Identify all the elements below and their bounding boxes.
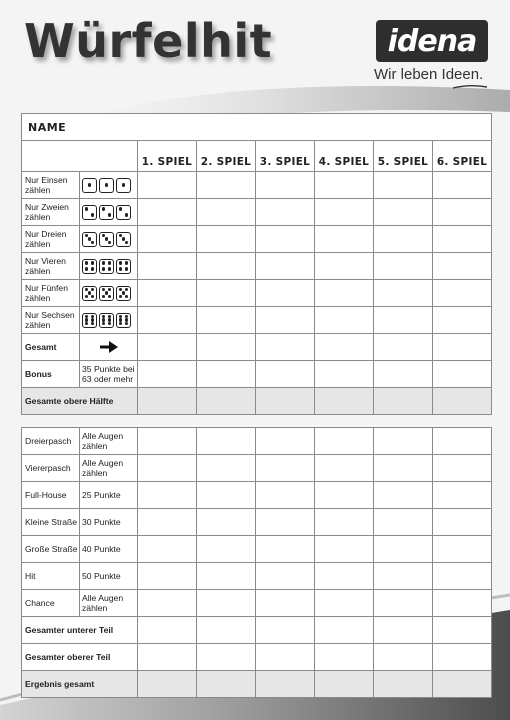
- die-face-4-icon: [99, 259, 114, 274]
- game-column-header: 1. SPIEL: [138, 141, 197, 172]
- score-cell[interactable]: [433, 334, 492, 361]
- score-cell[interactable]: [256, 482, 315, 509]
- score-cell[interactable]: [374, 455, 433, 482]
- bonus-description: 35 Punkte bei 63 oder mehr: [80, 361, 138, 388]
- category-description: Alle Augen zählen: [80, 590, 138, 617]
- die-pip: [108, 295, 111, 298]
- die-pip: [125, 241, 128, 244]
- score-cell[interactable]: [374, 482, 433, 509]
- score-cell[interactable]: [138, 361, 197, 388]
- die-pip: [108, 241, 111, 244]
- dice-group: [80, 286, 137, 301]
- score-cell[interactable]: [197, 644, 256, 671]
- die-pip: [88, 237, 91, 240]
- score-cell[interactable]: [197, 172, 256, 199]
- arrow-right-icon: [99, 340, 119, 354]
- category-description: 25 Punkte: [80, 482, 138, 509]
- score-row: [22, 172, 492, 199]
- score-cell[interactable]: [197, 617, 256, 644]
- category-description: 30 Punkte: [80, 509, 138, 536]
- die-face-6-icon: [82, 313, 97, 328]
- category-description: Alle Augen zählen: [80, 455, 138, 482]
- die-face-5-icon: [116, 286, 131, 301]
- score-cell[interactable]: [256, 280, 315, 307]
- score-cell[interactable]: [315, 280, 374, 307]
- game-column-header: 6. SPIEL: [433, 141, 492, 172]
- score-cell[interactable]: [374, 617, 433, 644]
- score-cell[interactable]: [138, 590, 197, 617]
- dice-cell: [80, 172, 138, 199]
- die-face-1-icon: [99, 178, 114, 193]
- score-cell[interactable]: [138, 172, 197, 199]
- score-cell[interactable]: [433, 482, 492, 509]
- score-cell[interactable]: [315, 509, 374, 536]
- score-cell[interactable]: [256, 307, 315, 334]
- score-cell[interactable]: [138, 199, 197, 226]
- game-column-header: 4. SPIEL: [315, 141, 374, 172]
- score-row: [22, 509, 492, 536]
- game-column-header: 3. SPIEL: [256, 141, 315, 172]
- score-cell[interactable]: [138, 226, 197, 253]
- die-pip: [91, 261, 94, 264]
- score-cell[interactable]: [138, 334, 197, 361]
- dice-group: [80, 232, 137, 247]
- die-pip: [105, 183, 108, 186]
- category-label: Nur Sechsen zählen: [22, 307, 80, 334]
- summary-row: [22, 617, 492, 644]
- die-face-2-icon: [116, 205, 131, 220]
- score-cell[interactable]: [256, 253, 315, 280]
- score-cell[interactable]: [433, 199, 492, 226]
- score-cell[interactable]: [256, 226, 315, 253]
- die-face-2-icon: [82, 205, 97, 220]
- die-pip: [119, 261, 122, 264]
- score-cell[interactable]: [197, 361, 256, 388]
- category-label: Full-House: [22, 482, 80, 509]
- die-face-5-icon: [82, 286, 97, 301]
- die-pip: [125, 267, 128, 270]
- score-cell[interactable]: [197, 388, 256, 415]
- die-pip: [91, 322, 94, 325]
- score-cell[interactable]: [433, 644, 492, 671]
- score-row: [22, 307, 492, 334]
- score-row: [22, 199, 492, 226]
- die-pip: [122, 291, 125, 294]
- score-row: [22, 455, 492, 482]
- die-pip: [119, 295, 122, 298]
- die-face-2-icon: [99, 205, 114, 220]
- score-cell[interactable]: [138, 644, 197, 671]
- category-label: Viererpasch: [22, 455, 80, 482]
- score-cell[interactable]: [315, 428, 374, 455]
- die-pip: [85, 261, 88, 264]
- score-cell[interactable]: [315, 482, 374, 509]
- die-pip: [125, 322, 128, 325]
- score-cell[interactable]: [315, 253, 374, 280]
- die-pip: [102, 267, 105, 270]
- die-pip: [88, 183, 91, 186]
- die-pip: [102, 261, 105, 264]
- die-face-6-icon: [116, 313, 131, 328]
- score-cell[interactable]: [315, 617, 374, 644]
- dice-cell: [80, 280, 138, 307]
- die-pip: [85, 207, 88, 210]
- score-cell[interactable]: [374, 644, 433, 671]
- game-column-header: 2. SPIEL: [197, 141, 256, 172]
- brand-logo-text: idena: [387, 23, 477, 59]
- score-cell[interactable]: [315, 388, 374, 415]
- score-cell[interactable]: [374, 428, 433, 455]
- dice-group: [80, 259, 137, 274]
- score-row: [22, 280, 492, 307]
- die-pip: [125, 213, 128, 216]
- die-face-4-icon: [116, 259, 131, 274]
- score-cell[interactable]: [138, 280, 197, 307]
- score-cell[interactable]: [256, 361, 315, 388]
- score-cell[interactable]: [315, 536, 374, 563]
- score-cell[interactable]: [433, 226, 492, 253]
- score-cell[interactable]: [374, 590, 433, 617]
- die-pip: [105, 237, 108, 240]
- total-label: Gesamt: [22, 334, 80, 361]
- dice-cell: [80, 253, 138, 280]
- score-cell[interactable]: [256, 671, 315, 698]
- category-label: Nur Dreien zählen: [22, 226, 80, 253]
- die-pip: [85, 322, 88, 325]
- die-pip: [91, 295, 94, 298]
- score-cell[interactable]: [197, 482, 256, 509]
- score-cell[interactable]: [197, 455, 256, 482]
- score-cell[interactable]: [138, 388, 197, 415]
- score-cell[interactable]: [433, 388, 492, 415]
- die-pip: [119, 207, 122, 210]
- score-cell[interactable]: [374, 509, 433, 536]
- score-cell[interactable]: [315, 361, 374, 388]
- score-cell[interactable]: [433, 617, 492, 644]
- category-description: 40 Punkte: [80, 536, 138, 563]
- score-cell[interactable]: [197, 280, 256, 307]
- die-face-3-icon: [82, 232, 97, 247]
- score-cell[interactable]: [433, 455, 492, 482]
- score-cell[interactable]: [197, 226, 256, 253]
- score-cell[interactable]: [138, 253, 197, 280]
- score-cell[interactable]: [315, 334, 374, 361]
- die-pip: [125, 295, 128, 298]
- score-cell[interactable]: [374, 199, 433, 226]
- die-pip: [102, 295, 105, 298]
- score-cell[interactable]: [256, 334, 315, 361]
- score-cell[interactable]: [433, 590, 492, 617]
- score-cell[interactable]: [197, 199, 256, 226]
- category-label: Nur Zweien zählen: [22, 199, 80, 226]
- score-cell[interactable]: [315, 172, 374, 199]
- category-label: Große Straße: [22, 536, 80, 563]
- score-cell[interactable]: [315, 563, 374, 590]
- category-label: Chance: [22, 590, 80, 617]
- score-cell[interactable]: [197, 428, 256, 455]
- category-label: Nur Einsen zählen: [22, 172, 80, 199]
- score-cell[interactable]: [197, 334, 256, 361]
- category-label: Kleine Straße: [22, 509, 80, 536]
- score-cell[interactable]: [138, 563, 197, 590]
- score-cell[interactable]: [256, 455, 315, 482]
- score-cell[interactable]: [374, 172, 433, 199]
- score-cell[interactable]: [433, 509, 492, 536]
- category-label: Dreierpasch: [22, 428, 80, 455]
- score-cell[interactable]: [374, 361, 433, 388]
- score-row: [22, 253, 492, 280]
- score-cell[interactable]: [315, 455, 374, 482]
- die-pip: [119, 322, 122, 325]
- score-row: [22, 428, 492, 455]
- die-pip: [125, 261, 128, 264]
- score-cell[interactable]: [315, 590, 374, 617]
- die-pip: [108, 267, 111, 270]
- summary-label: Ergebnis gesamt: [22, 671, 138, 698]
- header-spacer: [22, 141, 138, 172]
- score-cell[interactable]: [138, 536, 197, 563]
- score-cell[interactable]: [374, 280, 433, 307]
- die-pip: [91, 288, 94, 291]
- total-arrow-cell: [80, 334, 138, 361]
- brand-slogan: Wir leben Ideen.: [374, 66, 484, 83]
- summary-row: [22, 644, 492, 671]
- die-face-1-icon: [116, 178, 131, 193]
- score-cell[interactable]: [138, 509, 197, 536]
- dice-cell: [80, 307, 138, 334]
- upper-total-label: Gesamte obere Hälfte: [22, 388, 138, 415]
- score-cell[interactable]: [433, 307, 492, 334]
- dice-cell: [80, 226, 138, 253]
- score-cell[interactable]: [138, 428, 197, 455]
- die-pip: [108, 322, 111, 325]
- upper-scoresheet: [21, 113, 492, 415]
- score-cell[interactable]: [197, 536, 256, 563]
- score-cell[interactable]: [256, 644, 315, 671]
- die-pip: [102, 207, 105, 210]
- die-pip: [119, 267, 122, 270]
- category-label: Hit: [22, 563, 80, 590]
- score-cell[interactable]: [197, 671, 256, 698]
- dice-group: [80, 205, 137, 220]
- score-cell[interactable]: [138, 455, 197, 482]
- score-cell[interactable]: [138, 617, 197, 644]
- category-label: Nur Vieren zählen: [22, 253, 80, 280]
- name-label: NAME: [22, 114, 492, 141]
- die-pip: [85, 267, 88, 270]
- score-cell[interactable]: [374, 253, 433, 280]
- brand-logo: [376, 20, 488, 62]
- die-face-3-icon: [116, 232, 131, 247]
- die-pip: [122, 183, 125, 186]
- die-face-1-icon: [82, 178, 97, 193]
- die-pip: [91, 213, 94, 216]
- die-pip: [125, 288, 128, 291]
- die-face-6-icon: [99, 313, 114, 328]
- score-cell[interactable]: [138, 482, 197, 509]
- dice-group: [80, 178, 137, 193]
- die-pip: [108, 288, 111, 291]
- category-description: Alle Augen zählen: [80, 428, 138, 455]
- slogan-underline-icon: [452, 84, 488, 90]
- die-face-5-icon: [99, 286, 114, 301]
- dice-cell: [80, 199, 138, 226]
- score-cell[interactable]: [256, 199, 315, 226]
- score-cell[interactable]: [197, 253, 256, 280]
- summary-label: Gesamter unterer Teil: [22, 617, 138, 644]
- die-pip: [91, 267, 94, 270]
- page-title: Würfelhit: [24, 14, 273, 68]
- score-cell[interactable]: [374, 536, 433, 563]
- score-cell[interactable]: [433, 563, 492, 590]
- score-row: [22, 482, 492, 509]
- score-cell[interactable]: [374, 563, 433, 590]
- score-row: [22, 590, 492, 617]
- score-cell[interactable]: [138, 671, 197, 698]
- score-cell[interactable]: [256, 563, 315, 590]
- summary-row: [22, 671, 492, 698]
- score-cell[interactable]: [374, 307, 433, 334]
- score-cell[interactable]: [197, 509, 256, 536]
- category-label: Nur Fünfen zählen: [22, 280, 80, 307]
- score-cell[interactable]: [256, 536, 315, 563]
- die-pip: [108, 261, 111, 264]
- score-cell[interactable]: [315, 671, 374, 698]
- summary-label: Gesamter oberer Teil: [22, 644, 138, 671]
- score-cell[interactable]: [374, 671, 433, 698]
- score-cell[interactable]: [374, 334, 433, 361]
- bonus-label: Bonus: [22, 361, 80, 388]
- score-cell[interactable]: [256, 617, 315, 644]
- score-cell[interactable]: [256, 428, 315, 455]
- die-face-3-icon: [99, 232, 114, 247]
- die-pip: [102, 322, 105, 325]
- die-pip: [85, 295, 88, 298]
- score-cell[interactable]: [315, 307, 374, 334]
- score-cell[interactable]: [433, 361, 492, 388]
- score-cell[interactable]: [256, 590, 315, 617]
- score-cell[interactable]: [197, 563, 256, 590]
- score-cell[interactable]: [433, 428, 492, 455]
- score-cell[interactable]: [256, 509, 315, 536]
- die-pip: [108, 213, 111, 216]
- score-cell[interactable]: [197, 590, 256, 617]
- score-cell[interactable]: [374, 388, 433, 415]
- dice-group: [80, 313, 137, 328]
- die-pip: [105, 291, 108, 294]
- score-row: [22, 536, 492, 563]
- lower-scoresheet: [21, 427, 492, 698]
- score-cell[interactable]: [256, 388, 315, 415]
- game-column-header: 5. SPIEL: [374, 141, 433, 172]
- score-cell[interactable]: [197, 307, 256, 334]
- category-description: 50 Punkte: [80, 563, 138, 590]
- score-row: [22, 563, 492, 590]
- score-cell[interactable]: [315, 226, 374, 253]
- die-face-4-icon: [82, 259, 97, 274]
- score-cell[interactable]: [433, 671, 492, 698]
- die-pip: [122, 237, 125, 240]
- score-row: [22, 226, 492, 253]
- score-cell[interactable]: [315, 199, 374, 226]
- score-cell[interactable]: [374, 226, 433, 253]
- score-cell[interactable]: [256, 172, 315, 199]
- score-cell[interactable]: [433, 172, 492, 199]
- score-cell[interactable]: [433, 253, 492, 280]
- score-cell[interactable]: [433, 280, 492, 307]
- score-cell[interactable]: [315, 644, 374, 671]
- die-pip: [88, 291, 91, 294]
- die-pip: [91, 241, 94, 244]
- score-cell[interactable]: [138, 307, 197, 334]
- score-cell[interactable]: [433, 536, 492, 563]
